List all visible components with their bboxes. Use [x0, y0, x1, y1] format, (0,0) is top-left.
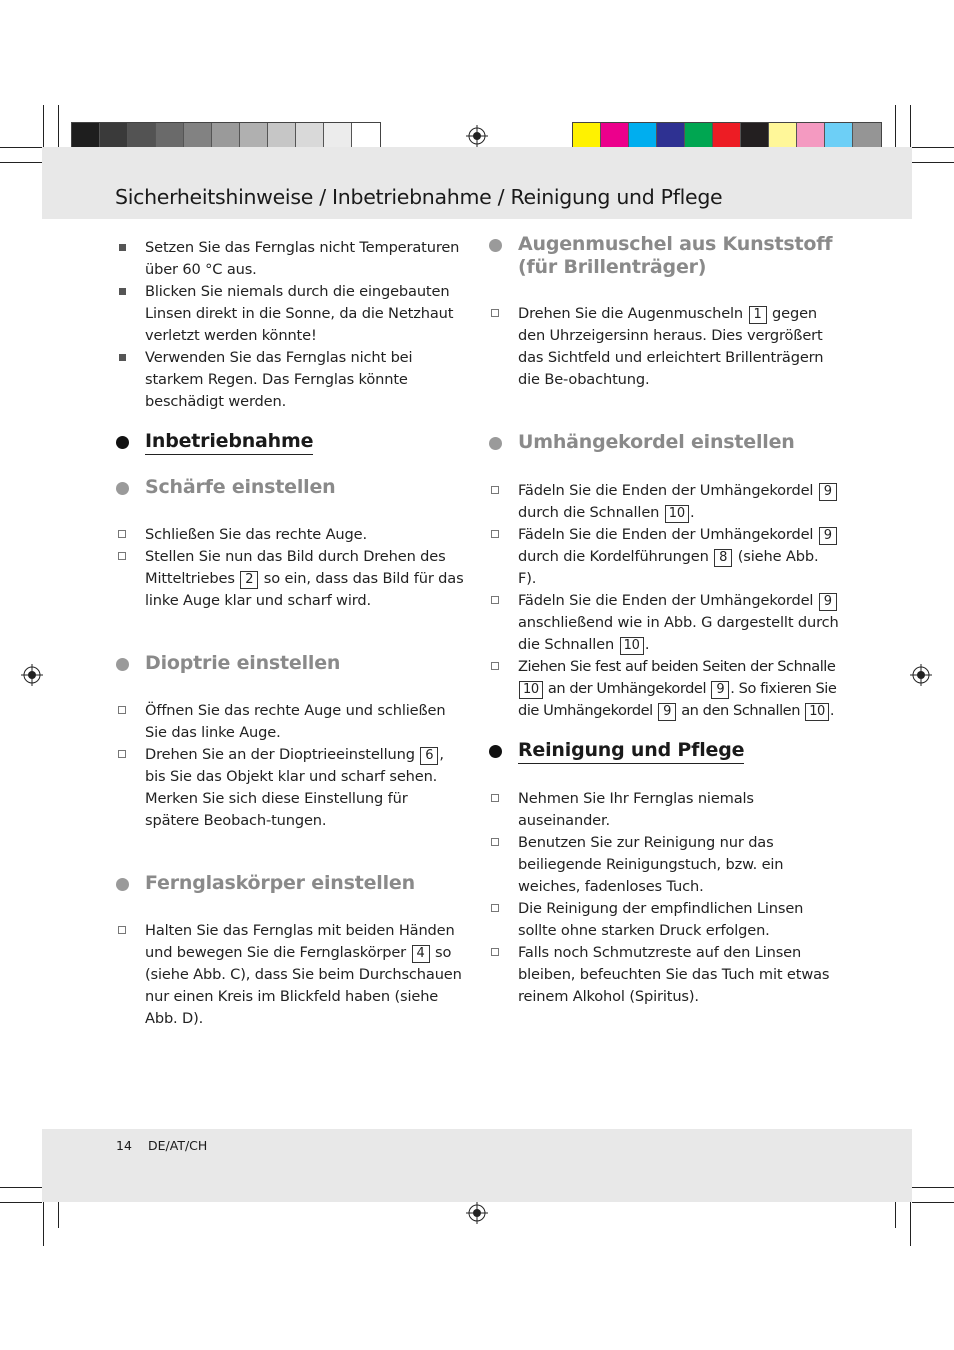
list-item: Die Reinigung der empfindlichen Linsen sollte ohne starken Druck erfolgen.	[489, 898, 839, 942]
color-swatch	[296, 123, 324, 149]
bullet-dot-icon	[489, 239, 502, 252]
bullet-dot-icon	[489, 745, 502, 758]
color-swatch	[629, 123, 657, 149]
part-number: 10	[805, 703, 829, 721]
part-number: 10	[620, 637, 644, 655]
augenmuschel-list	[489, 303, 839, 391]
crop-mark	[912, 1202, 954, 1203]
bullet-dot-icon	[116, 436, 129, 449]
checkbox-bullet-icon	[489, 942, 501, 964]
part-number: 10	[519, 681, 543, 699]
crop-mark	[910, 105, 911, 147]
crop-mark	[895, 1202, 896, 1228]
registration-mark-icon	[910, 664, 932, 686]
square-bullet-icon	[116, 237, 128, 259]
list-item: Falls noch Schmutzreste auf den Linsen bleiben, befeuchten Sie das Tuch mit etwas reinem Alkohol (Spiritus).	[489, 942, 839, 1008]
color-swatch	[240, 123, 268, 149]
augenmuschel-list-container	[489, 303, 839, 391]
crop-mark	[895, 105, 896, 147]
list-item: Öffnen Sie das rechte Auge und schließen Sie das linke Auge.	[116, 700, 466, 744]
locale-label: DE/AT/CH	[148, 1138, 208, 1153]
crop-mark	[0, 1202, 42, 1203]
color-swatch	[797, 123, 825, 149]
crop-mark	[0, 147, 42, 148]
list-item: Blicken Sie niemals durch die eingebauten Linsen direkt in die Sonne, da die Netzhaut verletzt werden könnte!	[116, 281, 466, 347]
part-number: 4	[412, 945, 430, 963]
schaerfe-list-container	[116, 524, 466, 612]
color-swatch	[573, 123, 601, 149]
square-bullet-icon	[116, 281, 128, 303]
koerper-list	[116, 920, 466, 1030]
registration-mark-icon	[466, 1202, 488, 1224]
color-swatch	[352, 123, 380, 149]
heading-inbetriebnahme: Inbetriebnahme	[145, 430, 313, 455]
part-number: 6	[420, 747, 438, 765]
checkbox-bullet-icon	[489, 898, 501, 920]
checkbox-bullet-icon	[489, 524, 501, 546]
koerper-list-container	[116, 920, 466, 1030]
crop-mark	[58, 105, 59, 147]
part-number: 10	[665, 505, 689, 523]
crop-mark	[43, 105, 44, 147]
bullet-dot-icon	[489, 437, 502, 450]
crop-mark	[910, 1202, 911, 1246]
list-item: Fädeln Sie die Enden der Umhängekordel 9 anschließend wie in Abb. G dargestellt durch die Schnallen 10 .	[489, 590, 839, 656]
heading-reinigung: Reinigung und Pflege	[518, 739, 744, 764]
process-color-bar	[572, 122, 882, 150]
square-bullet-icon	[116, 347, 128, 369]
list-item: Stellen Sie nun das Bild durch Drehen des Mitteltriebes 2 so ein, dass das Bild für das linke Auge klar und scharf wird.	[116, 546, 466, 612]
heading-augenmuschel: Augenmuschel aus Kunststoff (für Brillenträger)	[518, 233, 832, 279]
crop-mark	[43, 1202, 44, 1246]
checkbox-bullet-icon	[489, 480, 501, 502]
list-item: Setzen Sie das Fernglas nicht Temperaturen über 60 °C aus.	[116, 237, 466, 281]
color-swatch	[100, 123, 128, 149]
color-swatch	[713, 123, 741, 149]
color-swatch	[769, 123, 797, 149]
crop-mark	[912, 162, 954, 163]
color-swatch	[156, 123, 184, 149]
list-item: Halten Sie das Fernglas mit beiden Händen und bewegen Sie die Fernglaskörper 4 so (siehe Abb. C), dass Sie beim Durchschauen nur einen Kreis im Blickfeld haben (siehe Abb. D).	[116, 920, 466, 1030]
registration-mark-icon	[466, 125, 488, 147]
kordel-list	[489, 480, 839, 722]
checkbox-bullet-icon	[489, 303, 501, 325]
checkbox-bullet-icon	[489, 832, 501, 854]
checkbox-bullet-icon	[116, 744, 128, 766]
part-number: 8	[714, 549, 732, 567]
color-swatch	[72, 123, 100, 149]
safety-list	[116, 237, 466, 413]
bullet-dot-icon	[116, 482, 129, 495]
schaerfe-list	[116, 524, 466, 612]
color-swatch	[324, 123, 352, 149]
list-item: Drehen Sie an der Dioptrieeinstellung 6 , bis Sie das Objekt klar und scharf sehen. Merken Sie sich diese Einstellung für spätere Beobach-tungen.	[116, 744, 466, 832]
crop-mark	[0, 162, 42, 163]
crop-mark	[912, 147, 954, 148]
checkbox-bullet-icon	[116, 700, 128, 722]
heading-schaerfe: Schärfe einstellen	[145, 476, 335, 498]
list-item: Fädeln Sie die Enden der Umhängekordel 9 durch die Kordelführungen 8 (siehe Abb. F).	[489, 524, 839, 590]
checkbox-bullet-icon	[116, 920, 128, 942]
color-swatch	[601, 123, 629, 149]
dioptrie-list	[116, 700, 466, 832]
color-swatch	[184, 123, 212, 149]
color-swatch	[657, 123, 685, 149]
page-number: 14	[116, 1138, 132, 1153]
list-item: Nehmen Sie Ihr Fernglas niemals auseinander.	[489, 788, 839, 832]
color-swatch	[212, 123, 240, 149]
checkbox-bullet-icon	[489, 590, 501, 612]
color-swatch	[741, 123, 769, 149]
part-number: 2	[240, 571, 258, 589]
part-number: 1	[749, 306, 767, 324]
checkbox-bullet-icon	[489, 788, 501, 810]
part-number: 9	[819, 483, 837, 501]
list-item: Ziehen Sie fest auf beiden Seiten der Schnalle 10 an der Umhängekordel 9 . So fixieren Sie die Umhängekordel 9 an den Schnallen 10 .	[489, 656, 839, 722]
heading-dioptrie: Dioptrie einstellen	[145, 652, 340, 674]
checkbox-bullet-icon	[116, 524, 128, 546]
crop-mark	[58, 1202, 59, 1228]
kordel-list-container	[489, 480, 839, 722]
reinigung-list-container	[489, 788, 839, 1008]
list-item: Schließen Sie das rechte Auge.	[116, 524, 466, 546]
page-title: Sicherheitshinweise / Inbetriebnahme / Reinigung und Pflege	[115, 185, 723, 209]
crop-mark	[0, 1187, 42, 1188]
checkbox-bullet-icon	[489, 656, 501, 678]
part-number: 9	[658, 703, 676, 721]
part-number: 9	[819, 593, 837, 611]
heading-fernglaskoerper: Fernglaskörper einstellen	[145, 872, 415, 894]
list-item: Fädeln Sie die Enden der Umhängekordel 9 durch die Schnallen 10 .	[489, 480, 839, 524]
part-number: 9	[711, 681, 729, 699]
color-swatch	[268, 123, 296, 149]
color-swatch	[825, 123, 853, 149]
bullet-dot-icon	[116, 878, 129, 891]
registration-mark-icon	[21, 664, 43, 686]
list-item: Drehen Sie die Augenmuscheln 1 gegen den Uhrzeigersinn heraus. Dies vergrößert das Sichtfeld und erleichtert Brillenträgern die Be-obachtung.	[489, 303, 839, 391]
list-item: Verwenden Sie das Fernglas nicht bei starkem Regen. Das Fernglas könnte beschädigt werden.	[116, 347, 466, 413]
color-swatch	[685, 123, 713, 149]
gray-color-bar	[71, 122, 381, 150]
crop-mark	[912, 1187, 954, 1188]
list-item: Benutzen Sie zur Reinigung nur das beiliegende Reinigungstuch, bzw. ein weiches, fadenloses Tuch.	[489, 832, 839, 898]
reinigung-list	[489, 788, 839, 1008]
color-swatch	[853, 123, 881, 149]
color-swatch	[128, 123, 156, 149]
dioptrie-list-container	[116, 700, 466, 832]
checkbox-bullet-icon	[116, 546, 128, 568]
safety-list-container	[116, 237, 466, 413]
bullet-dot-icon	[116, 658, 129, 671]
part-number: 9	[819, 527, 837, 545]
heading-umhaengekordel: Umhängekordel einstellen	[518, 431, 795, 453]
